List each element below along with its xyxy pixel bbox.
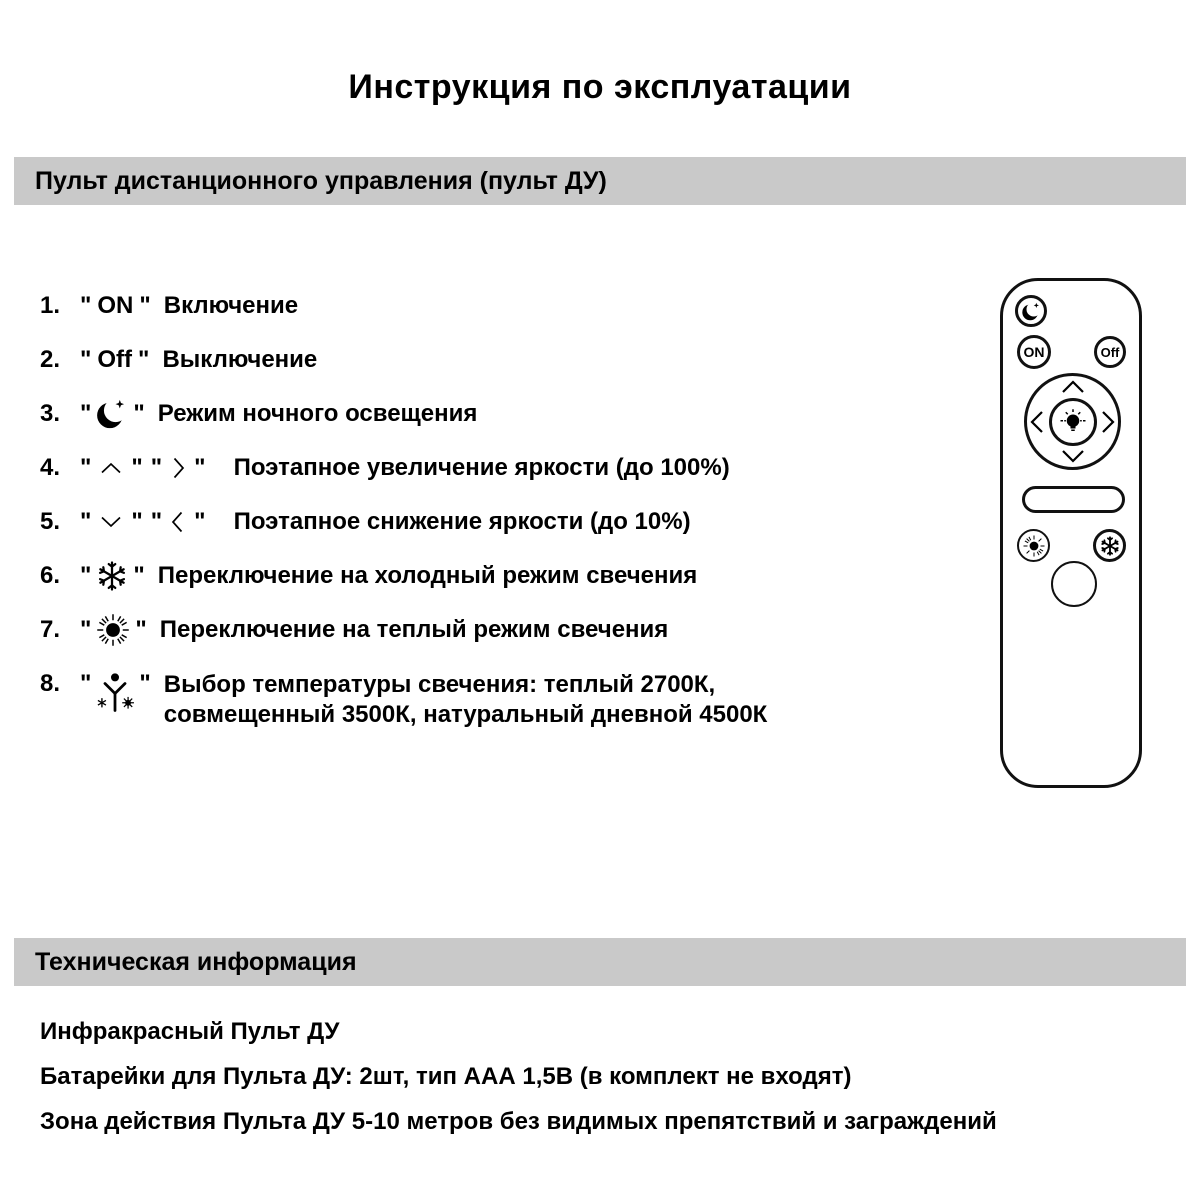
list-item-night-mode	[40, 400, 767, 428]
list-item-label: Поэтапное увеличение яркости (до 100%)	[233, 454, 730, 481]
remote-cold-mode-button	[1093, 529, 1126, 562]
off-label: Off	[97, 346, 133, 373]
remote-night-mode-button	[1015, 295, 1047, 327]
quote-mark: "	[80, 292, 92, 319]
remote-off-button	[1094, 336, 1126, 368]
moon-icon	[95, 397, 129, 431]
list-item-brightness-down	[40, 508, 767, 536]
quote-mark: "	[131, 508, 143, 535]
list-item-label: Поэтапное снижение яркости (до 10%)	[233, 508, 691, 535]
remote-pill-button	[1022, 486, 1125, 513]
list-item-label: Выключение	[162, 346, 318, 373]
on-label: ON	[97, 292, 134, 319]
list-item-label-line2: совмещенный 3500К, натуральный дневной 4500К	[163, 701, 768, 728]
list-item-off	[40, 346, 767, 374]
quote-mark: "	[139, 292, 151, 319]
list-item-label	[164, 670, 768, 730]
section-header-remote	[14, 157, 1186, 205]
temperature-select-icon	[95, 670, 135, 714]
snowflake-icon	[95, 559, 129, 593]
instruction-list	[40, 292, 767, 756]
chevron-right-icon	[1101, 409, 1116, 435]
quote-mark: "	[133, 400, 145, 427]
tech-info-line: Батарейки для Пульта ДУ: 2шт, тип ААА 1,5В (в комплект не входят)	[40, 1063, 852, 1090]
snowflake-icon	[1099, 535, 1121, 557]
quote-mark: "	[80, 454, 92, 481]
remote-on-button	[1017, 335, 1051, 369]
list-item-number: 3.	[40, 400, 61, 427]
moon-icon	[1021, 301, 1042, 322]
quote-mark: "	[194, 454, 206, 481]
quote-mark: "	[194, 508, 206, 535]
remote-on-label: ON	[1023, 344, 1045, 360]
list-item-warm-mode	[40, 616, 767, 644]
list-item-brightness-up	[40, 454, 767, 482]
remote-nav-ring	[1024, 373, 1121, 470]
quote-mark: "	[138, 346, 150, 373]
section-header-tech-label: Техническая информация	[35, 947, 357, 976]
quote-mark: "	[80, 508, 92, 535]
remote-off-label: Off	[1100, 344, 1120, 360]
chevron-up-icon	[95, 456, 127, 480]
list-item-number: 4.	[40, 454, 61, 481]
tech-info-block	[40, 1018, 997, 1153]
quote-mark: "	[133, 562, 145, 589]
list-item-temperature-select	[40, 670, 767, 730]
chevron-left-icon	[1029, 409, 1044, 435]
section-header-tech	[14, 938, 1186, 986]
list-item-number: 5.	[40, 508, 61, 535]
warm-sun-icon	[1022, 534, 1046, 558]
list-item-label-line1: Выбор температуры свечения: теплый 2700К,	[163, 671, 716, 698]
list-item-on	[40, 292, 767, 320]
remote-center-light-button	[1049, 398, 1097, 446]
list-item-label: Включение	[163, 292, 299, 319]
tech-info-line: Инфракрасный Пульт ДУ	[40, 1018, 340, 1045]
quote-mark: "	[135, 616, 147, 643]
warm-sun-icon	[95, 612, 131, 648]
remote-bottom-button	[1051, 561, 1097, 607]
chevron-left-icon	[166, 506, 190, 538]
remote-warm-mode-button	[1017, 529, 1050, 562]
chevron-down-icon	[1060, 449, 1086, 464]
quote-mark: "	[80, 346, 92, 373]
list-item-number: 1.	[40, 292, 61, 319]
list-item-cold-mode	[40, 562, 767, 590]
tech-info-line: Зона действия Пульта ДУ 5-10 метров без видимых препятствий и заграждений	[40, 1108, 997, 1135]
list-item-label: Переключение на холодный режим свечения	[157, 562, 698, 589]
list-item-number: 7.	[40, 616, 61, 643]
list-item-label: Переключение на теплый режим свечения	[159, 616, 669, 643]
chevron-down-icon	[95, 510, 127, 534]
quote-mark: "	[150, 454, 163, 481]
quote-mark: "	[139, 670, 151, 697]
remote-control-diagram	[1000, 278, 1142, 788]
section-header-remote-label: Пульт дистанционного управления (пульт ДУ)	[35, 166, 607, 195]
quote-mark: "	[131, 454, 143, 481]
quote-mark: "	[80, 616, 92, 643]
list-item-number: 6.	[40, 562, 61, 589]
page-title: Инструкция по эксплуатации	[348, 68, 852, 106]
light-bulb-icon	[1058, 407, 1088, 437]
list-item-number: 8.	[40, 670, 61, 697]
chevron-up-icon	[1060, 379, 1086, 394]
quote-mark: "	[80, 400, 92, 427]
list-item-number: 2.	[40, 346, 61, 373]
list-item-label: Режим ночного освещения	[157, 400, 478, 427]
quote-mark: "	[80, 562, 92, 589]
quote-mark: "	[150, 508, 163, 535]
quote-mark: "	[80, 670, 92, 697]
chevron-right-icon	[166, 452, 190, 484]
